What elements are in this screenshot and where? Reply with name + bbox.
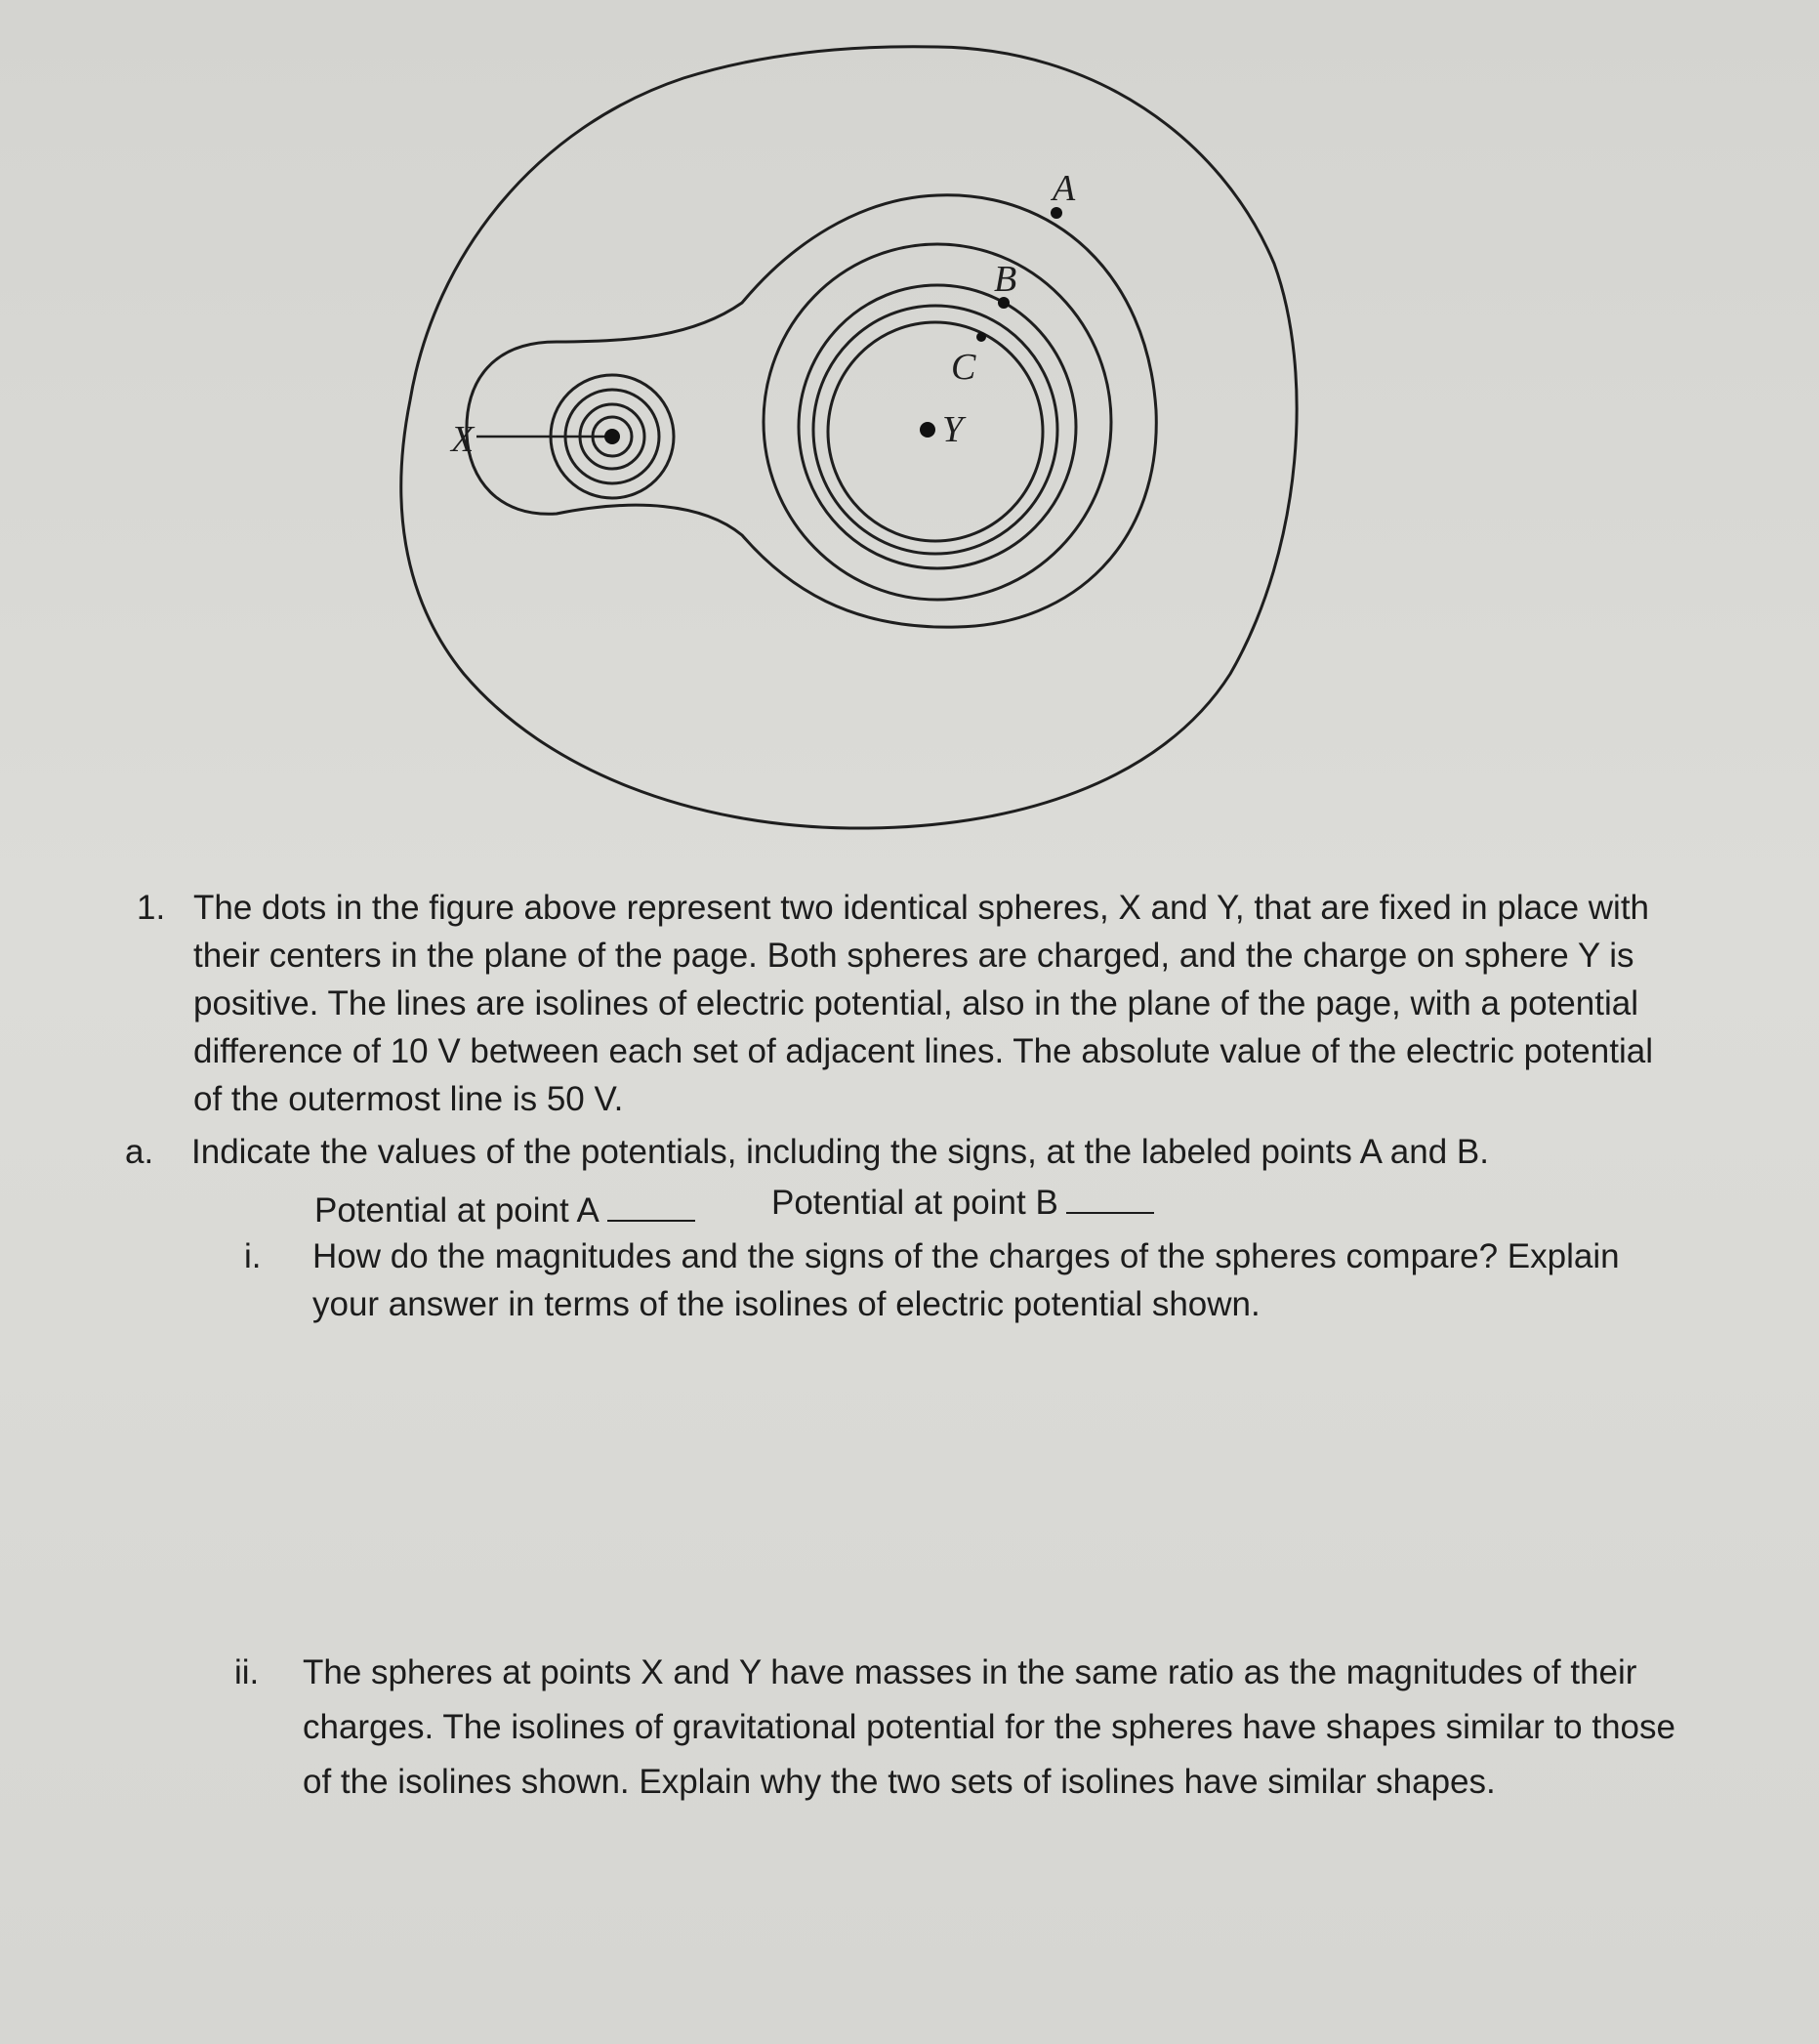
part-ii-text: The spheres at points X and Y have masses in the same ratio as the magnitudes of their charges. The isolines of gravitational potential for the spheres have shapes similar to those of the isolines shown. Explain why the two sets of isolines have similar shapes. <box>303 1653 1675 1801</box>
question-text: The dots in the figure above represent two identical spheres, X and Y, that are fixed in place with their centers in the plane of the page. Both spheres are charged, and the charge on sphere Y is positive. The lines are isolines of electric potential, also in the plane of the page, with a potential difference of 10 V between each set of adjacent lines. The absolute value of the electric potential of the outermost line is 50 V. <box>193 889 1653 1118</box>
part-i-text: How do the magnitudes and the signs of the charges of the spheres compare? Explain your answer in terms of the isolines of electric potential shown. <box>312 1237 1620 1323</box>
answer-point-b-label: Potential at point B <box>771 1184 1058 1222</box>
answer-point-a <box>314 1191 695 1231</box>
isoline-y-2 <box>799 285 1076 568</box>
label-a: A <box>1053 168 1076 209</box>
isoline-y-4 <box>828 322 1043 541</box>
part-ii <box>234 1646 1699 1810</box>
part-a-number: a. <box>125 1133 154 1171</box>
answer-point-a-label: Potential at point A <box>314 1191 599 1230</box>
isoline-y-1 <box>764 244 1111 600</box>
answer-point-b-blank[interactable] <box>1066 1185 1154 1214</box>
isoline-figure <box>391 0 1367 850</box>
answer-point-a-blank[interactable] <box>607 1192 695 1222</box>
part-a-text: Indicate the values of the potentials, including the signs, at the labeled points A and B. <box>191 1133 1489 1171</box>
label-y: Y <box>942 409 964 450</box>
label-c: C <box>951 347 976 388</box>
question-number: 1. <box>137 889 166 927</box>
part-i-number: i. <box>244 1237 262 1275</box>
part-ii-number: ii. <box>234 1653 260 1691</box>
part-i <box>244 1232 1640 1328</box>
sphere-y-dot <box>920 422 935 438</box>
point-c-dot <box>976 332 986 342</box>
part-a <box>125 1128 1658 1176</box>
label-x: X <box>451 419 475 460</box>
isoline-peanut <box>467 195 1156 627</box>
label-b: B <box>994 259 1017 300</box>
answer-point-b <box>771 1184 1154 1223</box>
question-1 <box>137 884 1660 1123</box>
sphere-x-dot <box>604 429 620 444</box>
